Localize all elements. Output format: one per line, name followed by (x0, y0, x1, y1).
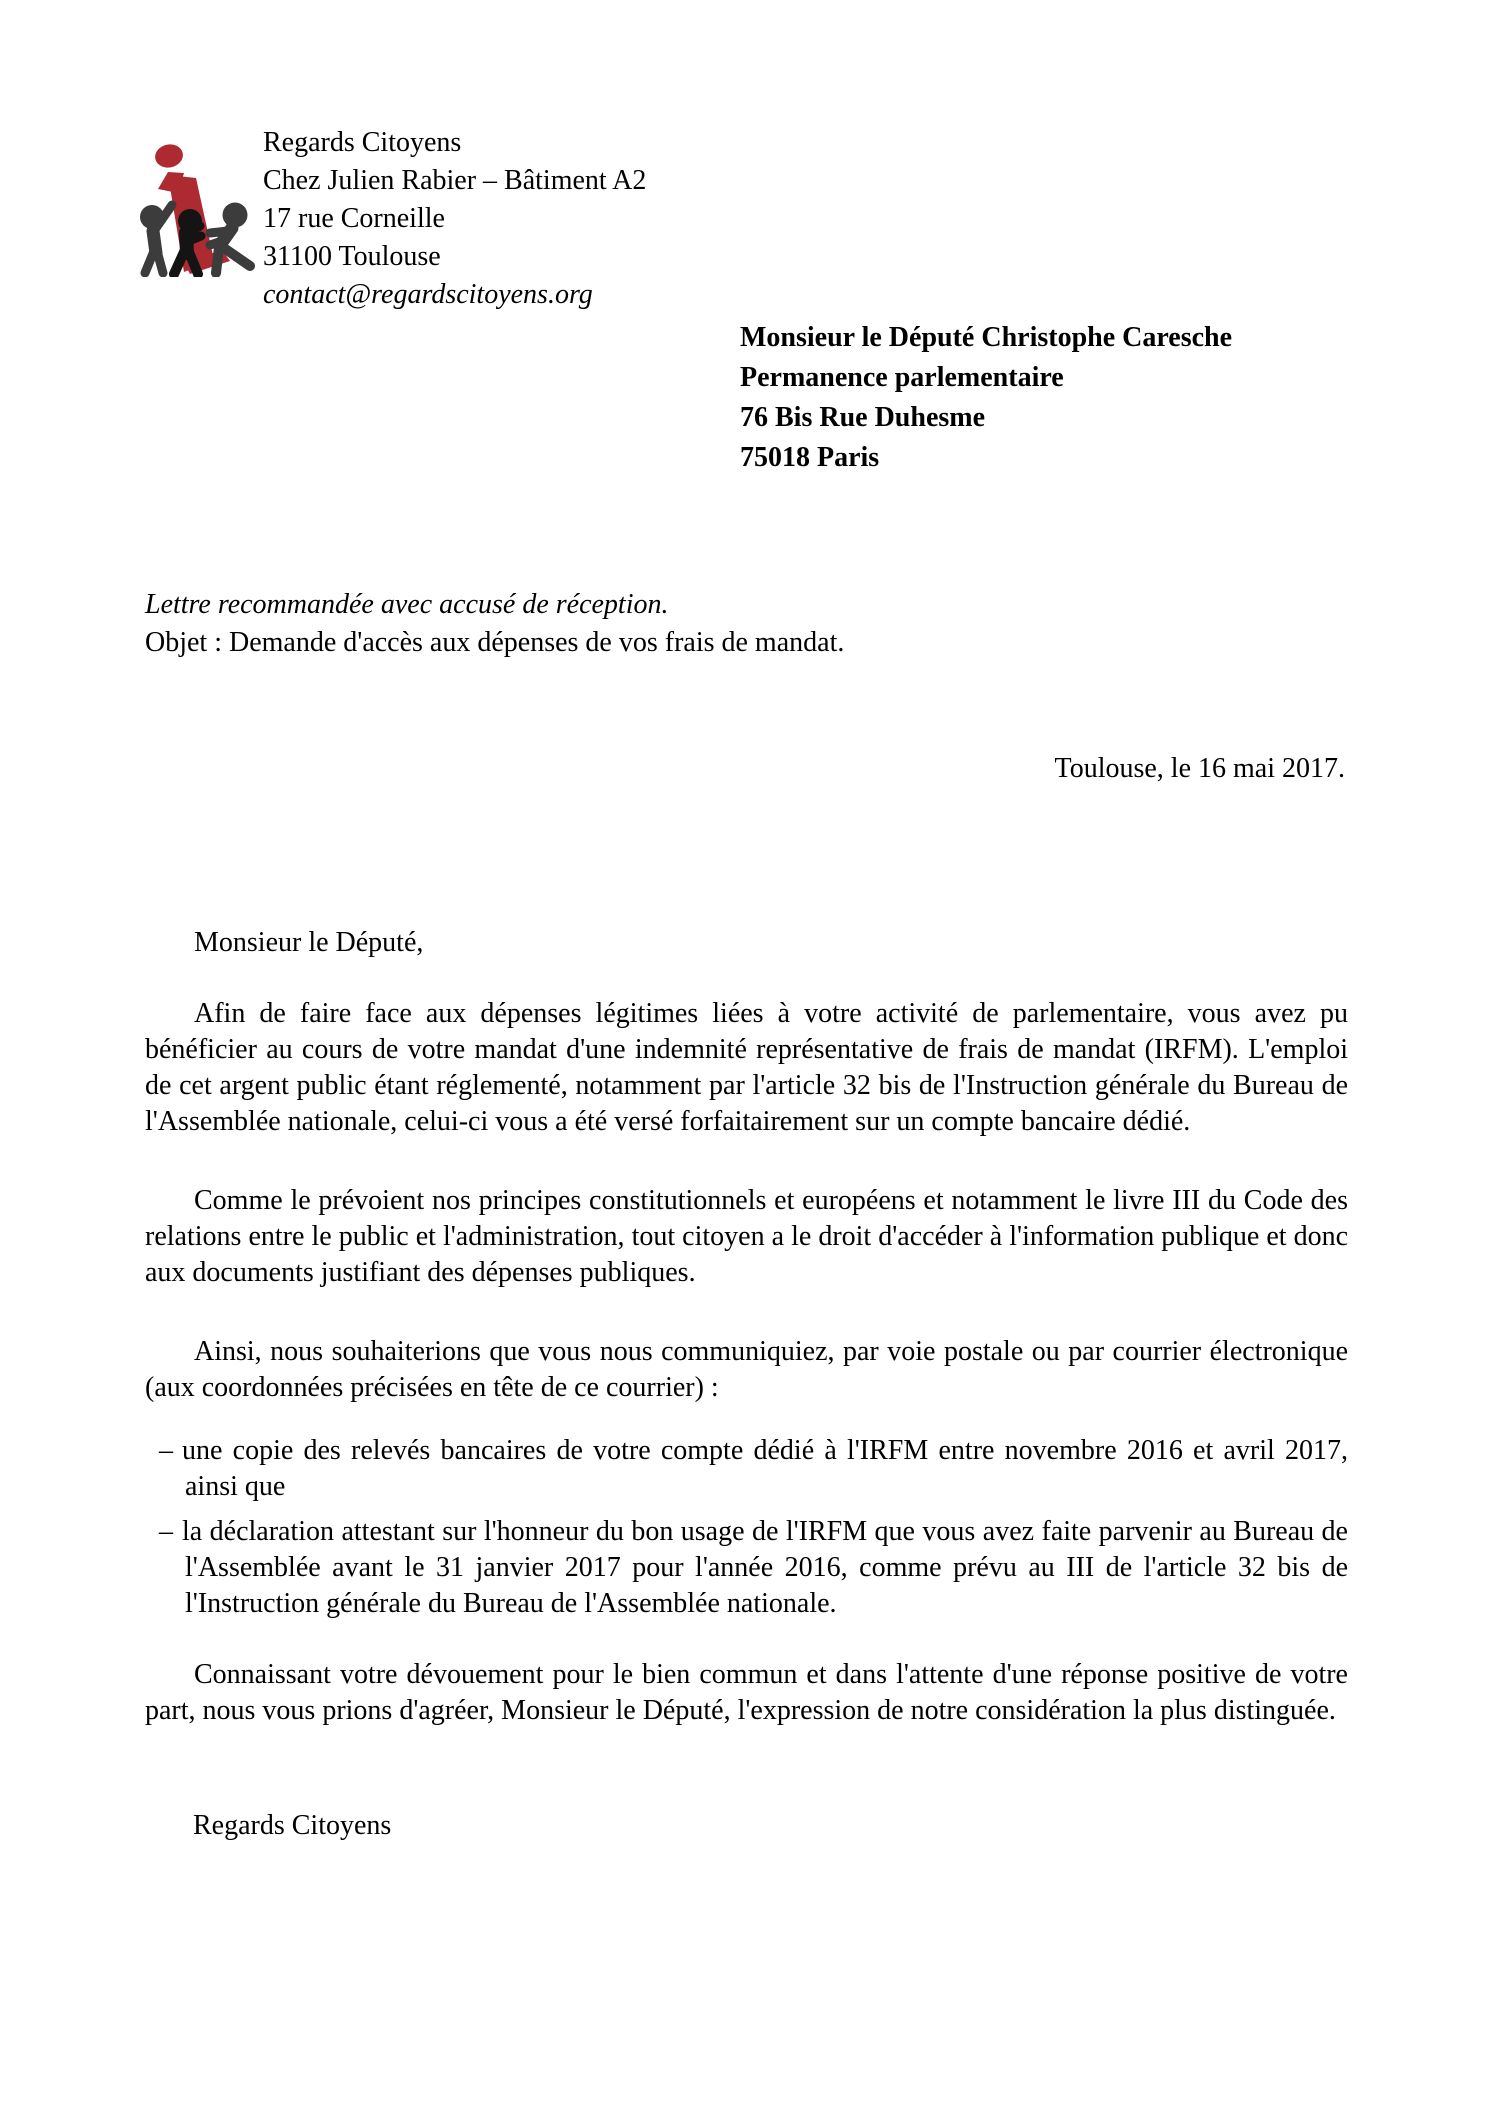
sender-address-line-3: 31100 Toulouse (263, 241, 441, 272)
body-paragraph-1: Afin de faire face aux dépenses légitimes liées à votre activité de parlementaire, vous avez pu bénéficier au cours de votre mandat d'une indemnité représentative de frais de mandat (IRFM). L'emploi de cet argent public étant réglementé, notamment par l'article 32 bis de l'Instruction générale du Bureau de l'Assemblée nationale, celui-ci vous a été versé forfaitairement sur un compte bancaire dédié. (145, 998, 1348, 1137)
salutation: Monsieur le Député, (194, 927, 424, 958)
list-item-1-text: une copie des relevés bancaires de votre compte dédié à l'IRFM entre novembre 2016 et avril 2017, ainsi que (182, 1435, 1348, 1502)
recipient-address-line-2: 76 Bis Rue Duhesme (740, 402, 986, 433)
sender-address-line-1: Chez Julien Rabier – Bâtiment A2 (263, 165, 647, 196)
recipient-address-block (740, 318, 1232, 478)
sender-address-line-2: 17 rue Corneille (263, 203, 445, 234)
recipient-name: Monsieur le Député Christophe Caresche (740, 322, 1233, 353)
recipient-address-line-3: 75018 Paris (740, 442, 880, 473)
signature: Regards Citoyens (193, 1810, 392, 1841)
regards-citoyens-logo-icon (126, 133, 262, 277)
body-paragraph-2: Comme le prévoient nos principes constitutionnels et européens et notamment le livre III du Code des relations entre le public et l'administration, tout citoyen a le droit d'accéder à l'information publique et donc aux documents justifiant des dépenses publiques. (145, 1185, 1348, 1288)
subject-line: Objet : Demande d'accès aux dépenses de vos frais de mandat. (145, 627, 845, 658)
request-list (145, 1433, 1348, 1622)
registered-mail-notice: Lettre recommandée avec accusé de réception. (145, 589, 669, 620)
list-item-1-dash: – (159, 1435, 173, 1466)
sender-address-block (263, 124, 646, 314)
sender-email: contact@regardscitoyens.org (263, 279, 593, 310)
reference-block (145, 586, 844, 662)
sender-name: Regards Citoyens (263, 127, 462, 158)
letter-body (145, 925, 1348, 1729)
closing-paragraph: Connaissant votre dévouement pour le bien commun et dans l'attente d'une réponse positive de votre part, nous vous prions d'agréer, Monsieur le Député, l'expression de notre considération la plus distinguée. (145, 1659, 1348, 1726)
list-item-2-dash: – (159, 1516, 173, 1547)
regards-citoyens-logo (126, 133, 262, 277)
list-item-2 (145, 1514, 1348, 1622)
recipient-address-line-1: Permanence parlementaire (740, 362, 1064, 393)
date-line: Toulouse, le 16 mai 2017. (1054, 753, 1345, 784)
list-item-1 (145, 1433, 1348, 1505)
list-item-2-text: la déclaration attestant sur l'honneur du bon usage de l'IRFM que vous avez faite parvenir au Bureau de l'Assemblée avant le 31 janvier 2017 pour l'année 2016, comme prévu au III de l'article 32 bis de l'Instruction générale du Bureau de l'Assemblée nationale. (182, 1516, 1348, 1619)
body-paragraph-3: Ainsi, nous souhaiterions que vous nous communiquiez, par voie postale ou par courrier électronique (aux coordonnées précisées en tête de ce courrier) : (145, 1336, 1348, 1403)
